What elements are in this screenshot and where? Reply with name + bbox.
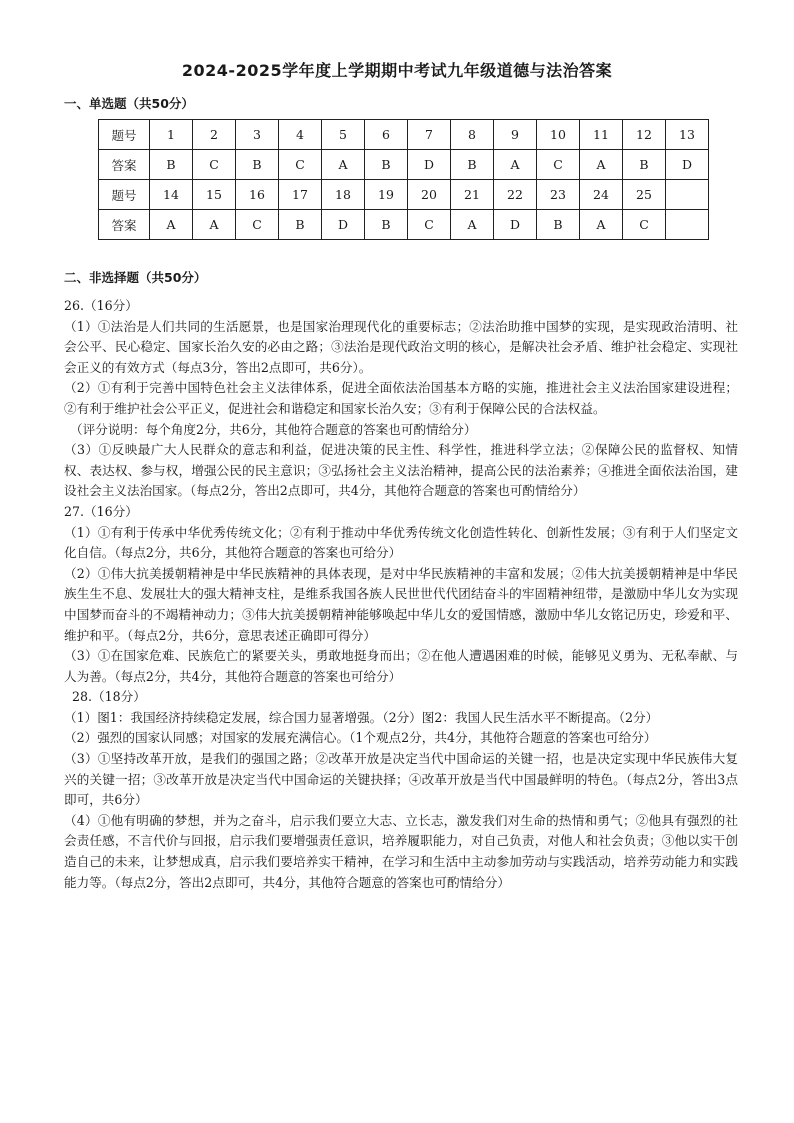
answer-key-table xyxy=(98,119,709,240)
table-cell: A xyxy=(193,210,236,240)
table-cell: A xyxy=(150,210,193,240)
answer-28-4: （4）①他有明确的梦想，并为之奋斗，启示我们要立大志、立长志，激发我们对生命的热情和勇气；②他具有强烈的社会责任感，不言代价与回报，启示我们要增强责任意识，培养履职能力，对自己负责，对他人和社会负责；③他以实干创造自己的未来，让梦想成真，启示我们要培养实干精神，在学习和生活中主动参加劳动与实践活动，培养劳动能力和实践能力等。（每点2分，答出2点即可，共4分，其他符合题意的答案也可酌情给分） xyxy=(64,812,738,890)
table-cell: D xyxy=(666,150,709,180)
table-cell: B xyxy=(623,150,666,180)
table-row-header: 题号 xyxy=(99,120,150,150)
table-cell: 10 xyxy=(537,120,580,150)
answer-27-1: （1）①有利于传承中华优秀传统文化；②有利于推动中华优秀传统文化创造性转化、创新性发展；③有利于人们坚定文化自信。（每点2分，共6分，其他符合题意的答案也可给分） xyxy=(64,524,738,561)
table-cell xyxy=(666,180,709,210)
answer-26-scoring-note: （评分说明：每个角度2分，共6分，其他符合题意的答案也可酌情给分） xyxy=(70,421,477,437)
answer-27-2: （2）①伟大抗美援朝精神是中华民族精神的具体表现，是对中华民族精神的丰富和发展；②伟大抗美援朝精神是中华民族生生不息、发展壮大的强大精神支柱，是维系我国各族人民世世代代团结奋斗的牢固精神纽带，是激励中华儿女为实现中国梦而奋斗的不竭精神动力；③伟大抗美援朝精神能够唤起中华儿女的爱国情感，激励中华儿女铭记历史，珍爱和平、维护和平。（每点2分，共6分，意思表述正确即可得分） xyxy=(64,565,738,643)
table-cell: 16 xyxy=(236,180,279,210)
table-cell: A xyxy=(494,150,537,180)
table-cell: 9 xyxy=(494,120,537,150)
section-heading-non-choice: 二、非选择题（共50分） xyxy=(64,270,207,285)
answer-27-3: （3）①在国家危难、民族危亡的紧要关头，勇敢地挺身而出；②在他人遭遇困难的时候，能够见义勇为、无私奉献、与人为善。（每点2分，共4分，其他符合题意的答案也可给分） xyxy=(64,648,738,684)
table-cell: B xyxy=(279,210,322,240)
table-cell: 21 xyxy=(451,180,494,210)
table-cell: 3 xyxy=(236,120,279,150)
table-cell: 1 xyxy=(150,120,193,150)
section-heading-single-choice: 一、单选题（共50分） xyxy=(64,96,194,111)
question-26-heading: 26.（16分） xyxy=(64,298,138,313)
table-cell: B xyxy=(537,210,580,240)
table-cell: 25 xyxy=(623,180,666,210)
table-cell: A xyxy=(322,150,365,180)
table-cell: 12 xyxy=(623,120,666,150)
table-cell: 18 xyxy=(322,180,365,210)
table-cell: C xyxy=(408,210,451,240)
question-28-heading: 28.（18分） xyxy=(72,689,146,705)
table-cell: 4 xyxy=(279,120,322,150)
table-cell: 7 xyxy=(408,120,451,150)
answer-28-2: （2）强烈的国家认同感；对国家的发展充满信心。（1个观点2分，共4分，其他符合题意的答案也可给分） xyxy=(64,730,657,746)
table-row-header: 答案 xyxy=(99,210,150,240)
table-cell: 17 xyxy=(279,180,322,210)
table-cell: C xyxy=(623,210,666,240)
table-cell: A xyxy=(580,210,623,240)
answer-28-3: （3）①坚持改革开放，是我们的强国之路；②改革开放是决定当代中国命运的关键一招，也是决定实现中华民族伟大复兴的关键一招；③改革开放是决定当代中国命运的关键抉择；④改革开放是当代中国最鲜明的特色。（每点2分，答出3点即可，共6分） xyxy=(64,751,738,808)
table-cell: B xyxy=(365,210,408,240)
table-cell: C xyxy=(537,150,580,180)
table-cell: 14 xyxy=(150,180,193,210)
table-row-header: 题号 xyxy=(99,180,150,210)
table-cell: 2 xyxy=(193,120,236,150)
table-cell: 24 xyxy=(580,180,623,210)
table-cell: A xyxy=(580,150,623,180)
table-row xyxy=(99,180,709,210)
table-cell: D xyxy=(408,150,451,180)
table-cell: 11 xyxy=(580,120,623,150)
table-cell: 8 xyxy=(451,120,494,150)
answer-28-1: （1）图1：我国经济持续稳定发展，综合国力显著增强。（2分）图2：我国人民生活水平不断提高。（2分） xyxy=(64,709,659,725)
answer-body xyxy=(64,296,738,893)
table-cell: B xyxy=(150,150,193,180)
table-cell: D xyxy=(322,210,365,240)
page-title: 2024-2025学年度上学期期中考试九年级道德与法治答案 xyxy=(181,61,613,80)
table-cell: C xyxy=(236,210,279,240)
table-cell: 15 xyxy=(193,180,236,210)
table-cell: 23 xyxy=(537,180,580,210)
table-cell: B xyxy=(365,150,408,180)
table-row-header: 答案 xyxy=(99,150,150,180)
table-row xyxy=(99,150,709,180)
table-row xyxy=(99,120,709,150)
table-cell: B xyxy=(236,150,279,180)
table-cell: C xyxy=(279,150,322,180)
answer-26-1: （1）①法治是人们共同的生活愿景，也是国家治理现代化的重要标志；②法治助推中国梦的实现，是实现政治清明、社会公平、民心稳定、国家长治久安的必由之路；③法治是现代政治文明的核心，是解决社会矛盾、维护社会稳定、实现社会正义的有效方式（每点3分，答出2点即可，共6分）。 xyxy=(64,318,738,375)
table-cell: D xyxy=(494,210,537,240)
table-cell: 20 xyxy=(408,180,451,210)
table-cell: 22 xyxy=(494,180,537,210)
table-cell: 19 xyxy=(365,180,408,210)
table-cell: A xyxy=(451,210,494,240)
table-cell: 6 xyxy=(365,120,408,150)
table-cell: C xyxy=(193,150,236,180)
table-row xyxy=(99,210,709,240)
table-cell xyxy=(666,210,709,240)
question-27-heading: 27.（16分） xyxy=(64,503,138,519)
table-cell: 13 xyxy=(666,120,709,150)
table-cell: B xyxy=(451,150,494,180)
answer-26-2: （2）①有利于完善中国特色社会主义法律体系，促进全面依法治国基本方略的实施，推进社会主义法治国家建设进程；②有利于维护社会公平正义，促进社会和谐稳定和国家长治久安；③有利于保障公民的合法权益。 xyxy=(64,380,738,416)
table-cell: 5 xyxy=(322,120,365,150)
answer-26-3: （3）①反映最广大人民群众的意志和利益，促进决策的民主性、科学性，推进科学立法；②保障公民的监督权、知情权、表达权、参与权，增强公民的民主意识；③弘扬社会主义法治精神，提高公民的法治素养；④推进全面依法治国，建设社会主义法治国家。（每点2分，答出2点即可，共4分，其他符合题意的答案也可酌情给分） xyxy=(64,442,738,499)
